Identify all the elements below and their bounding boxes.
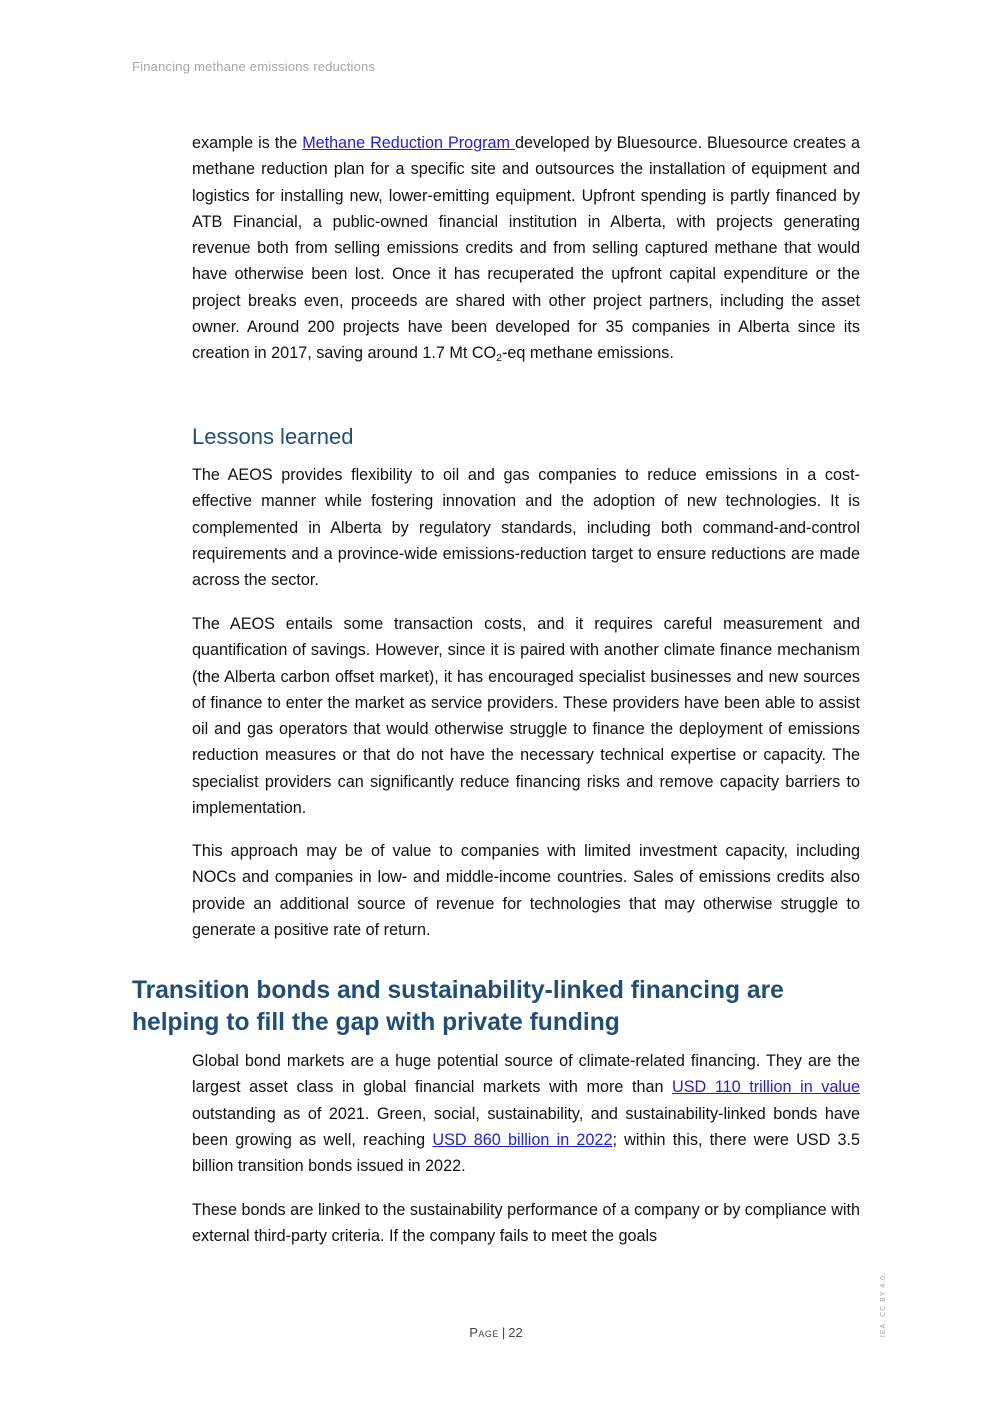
page-separator: | [501, 1325, 506, 1340]
intro-text-body: developed by Bluesource. Bluesource creates a methane reduction plan for a specific site and outsources the installation of equipment and logistics for installing new, lower-emitting equipment. Upfront spending is partly financed by ATB Financial, a public-owned financial institution in Alberta, with projects generating revenue both from selling emissions credits and from selling captured methane that would have otherwise been lost. Once it has recuperated the upfront capital expenditure or the project breaks even, proceeds are shared with other project partners, including the asset owner. Around 200 projects have been developed for 35 companies in Alberta since its creation in 2017, saving around 1.7 Mt CO [192, 134, 860, 363]
bond-text-1: Global bond markets are a huge potential source of climate-related financing. They are the largest asset class in global financial markets with more than [192, 1052, 860, 1097]
transition-paragraph-2: These bonds are linked to the sustainability performance of a company or by compliance with external third-party criteria. If the company fails to meet the goals [192, 1201, 860, 1246]
page-footer [0, 1325, 992, 1340]
intro-paragraph [192, 130, 860, 367]
co2-subscript: 2 [496, 352, 502, 365]
lessons-paragraph: The AEOS entails some transaction costs, and it requires careful measurement and quantification of savings. However, since it is paired with another climate finance mechanism (the Alberta carbon offset market), it has encouraged specialist businesses and new sources of finance to enter the market as service providers. These providers have been able to assist oil and gas operators that would otherwise struggle to finance the deployment of emissions reduction measures or that do not have the necessary technical expertise or capacity. The specialist providers can significantly reduce financing risks and remove capacity barriers to implementation. [192, 615, 860, 818]
lessons-paragraph-1-block [192, 462, 860, 593]
page-number: 22 [508, 1325, 523, 1340]
intro-section [192, 130, 860, 367]
bond-text-3: ; within this, there were USD 3.5 billion transition bonds issued in 2022. [192, 1130, 861, 1176]
usd-860-billion-link[interactable]: USD 860 billion in 2022 [432, 1130, 613, 1149]
transition-bonds-heading: Transition bonds and sustainability-linked financing are helping to fill the gap with private funding [132, 977, 784, 1036]
transition-paragraph-2-block [192, 1197, 860, 1250]
lessons-paragraph: The AEOS provides flexibility to oil and gas companies to reduce emissions in a cost-effective manner while fostering innovation and the adoption of new technologies. It is complemented in Alberta by regulatory standards, including both command-and-control requirements and a province-wide emissions-reduction target to ensure reductions are made across the sector. [192, 466, 860, 590]
running-header: Financing methane emissions reductions [132, 59, 376, 74]
lessons-paragraph: This approach may be of value to companies with limited investment capacity, including NOCs and companies in low- and middle-income countries. Sales of emissions credits also provide an additional source of revenue for technologies that may otherwise struggle to generate a positive rate of return. [192, 842, 860, 939]
license-note: IEA. CC BY 4.0. [880, 1272, 887, 1338]
bond-text-2: outstanding as of 2021. Green, social, sustainability, and sustainability-linked bonds have been growing as well, reaching [192, 1104, 860, 1149]
transition-paragraph-1 [192, 1048, 860, 1179]
methane-reduction-program-link[interactable]: Methane Reduction Program [302, 134, 515, 152]
lessons-learned-heading: Lessons learned [192, 424, 354, 449]
intro-text-start: example is the [192, 134, 303, 152]
page-label: Page [469, 1325, 499, 1340]
usd-110-trillion-link[interactable]: USD 110 trillion in value [672, 1078, 860, 1097]
lessons-paragraph-3-block [192, 838, 860, 943]
lessons-paragraph-2-block [192, 611, 860, 821]
transition-paragraph-1-block [192, 1048, 860, 1179]
intro-text-end: -eq methane emissions. [501, 344, 674, 363]
